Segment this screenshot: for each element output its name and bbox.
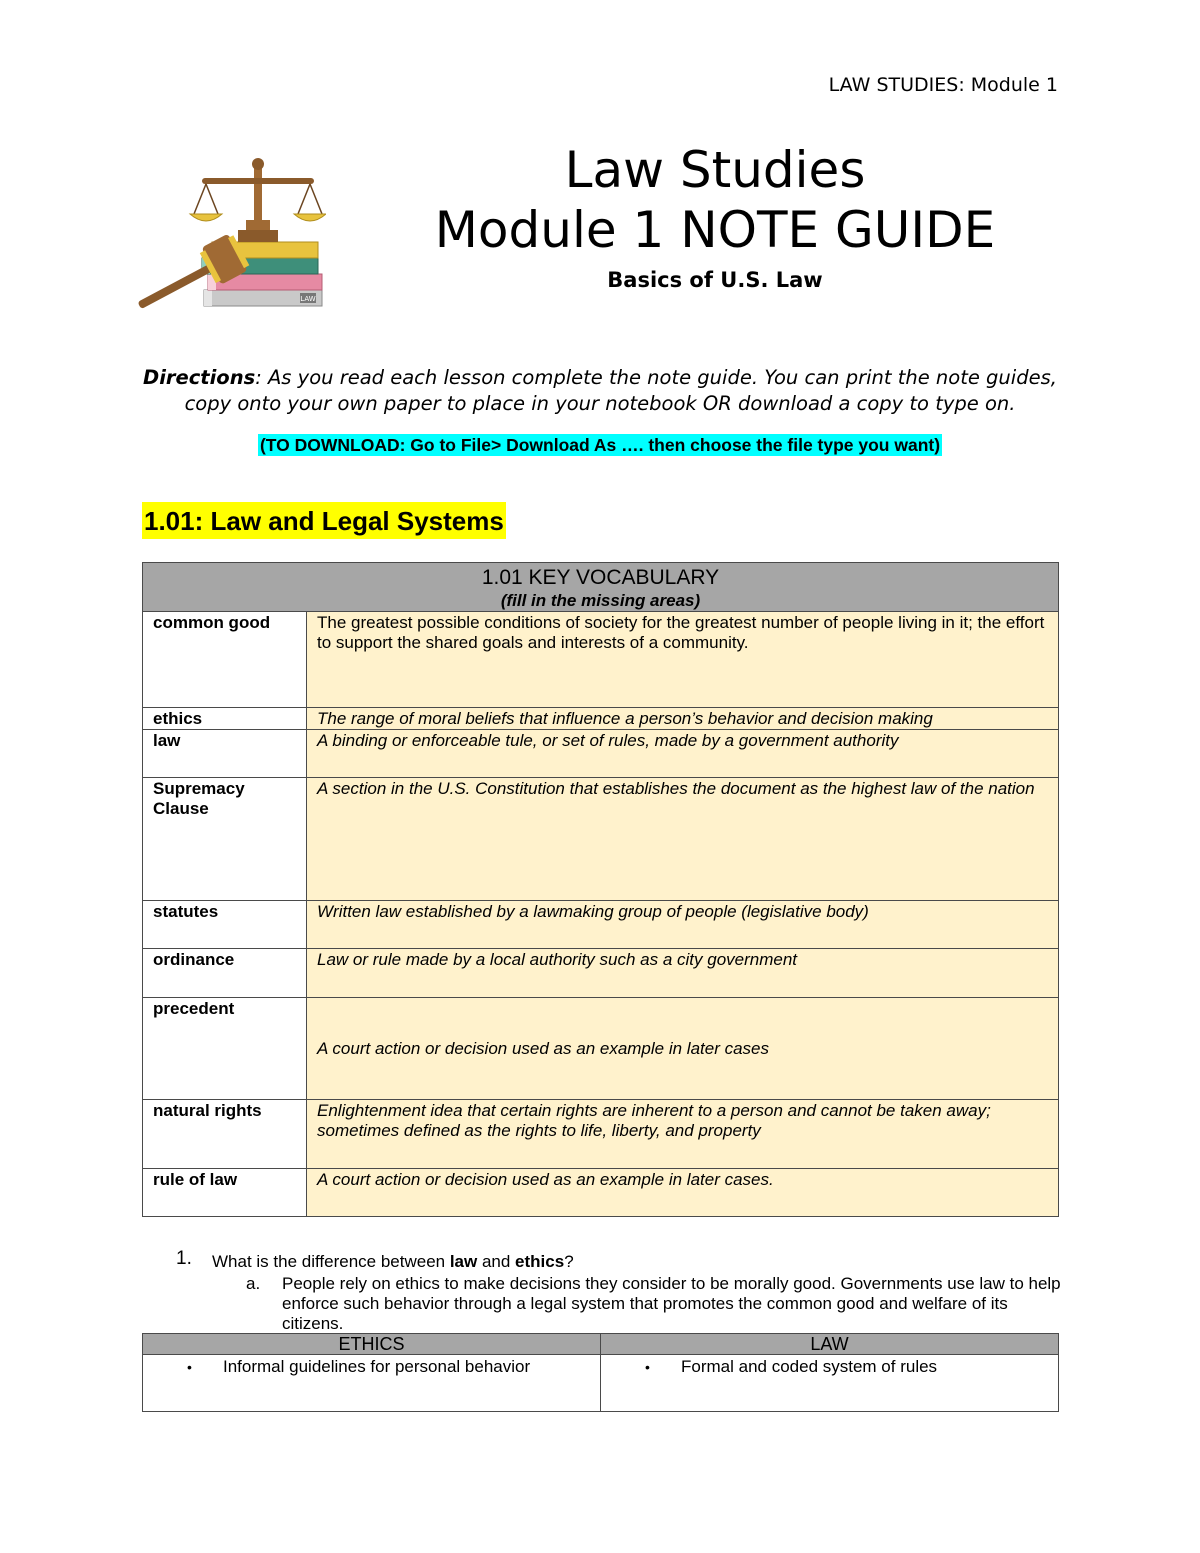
question-number: 1. — [176, 1248, 192, 1269]
table-row — [143, 1169, 1059, 1217]
vocabulary-table-header — [143, 563, 1059, 612]
ethics-law-table — [142, 1333, 1059, 1412]
vocab-term: Supremacy Clause — [143, 778, 307, 901]
vocab-term: law — [143, 730, 307, 778]
vocab-term: ethics — [143, 708, 307, 730]
vocab-term: ordinance — [143, 949, 307, 998]
vocab-definition[interactable]: Written law established by a lawmaking group of people (legislative body) — [307, 901, 1059, 949]
scales-gavel-books-icon — [126, 154, 326, 310]
vocab-definition[interactable] — [307, 998, 1059, 1100]
list-item — [601, 1357, 1058, 1377]
question-term-law: law — [449, 1252, 478, 1271]
directions-paragraph — [142, 365, 1058, 417]
table-row — [143, 998, 1059, 1100]
title-block — [330, 140, 1100, 292]
law-cell[interactable] — [601, 1355, 1059, 1412]
vocab-definition[interactable]: The range of moral beliefs that influence a person’s behavior and decision making — [307, 708, 1059, 730]
logo-book-label: LAW — [300, 295, 316, 303]
vocab-definition-text: A court action or decision used as an example in later cases — [317, 1039, 770, 1058]
vocabulary-table-subtitle: (fill in the missing areas) — [500, 591, 701, 610]
vocab-term: natural rights — [143, 1100, 307, 1169]
vocab-definition[interactable]: A court action or decision used as an example in later cases. — [307, 1169, 1059, 1217]
table-row — [143, 730, 1059, 778]
vocabulary-table — [142, 562, 1059, 1217]
question-term-ethics: ethics — [515, 1252, 565, 1271]
question-text-part: What is the difference between — [212, 1252, 450, 1271]
running-header: LAW STUDIES: Module 1 — [828, 74, 1058, 96]
download-note: (TO DOWNLOAD: Go to File> Download As …. then choose the file type you want) — [259, 435, 941, 455]
question-text-part: and — [477, 1252, 516, 1271]
bullet-icon: • — [187, 1359, 192, 1375]
ethics-law-row — [143, 1355, 1059, 1412]
vocab-term: rule of law — [143, 1169, 307, 1217]
bullet-icon: • — [645, 1359, 650, 1375]
document-title-line2: Module 1 NOTE GUIDE — [434, 201, 996, 259]
table-row — [143, 901, 1059, 949]
vocab-term: statutes — [143, 901, 307, 949]
vocab-term: common good — [143, 612, 307, 708]
table-row — [143, 612, 1059, 708]
document-title: Law Studies — [564, 141, 866, 199]
vocab-definition[interactable]: A binding or enforceable tule, or set of rules, made by a government authority — [307, 730, 1059, 778]
answer-text[interactable]: People rely on ethics to make decisions they consider to be morally good. Governments use law to help enforce such behavior through a legal system that promotes the common good and welfare of its citizens. — [282, 1274, 1061, 1333]
vocabulary-table-title: 1.01 KEY VOCABULARY — [481, 566, 720, 589]
download-instructions — [142, 435, 1058, 456]
question-text-part: ? — [564, 1252, 574, 1271]
vocab-term: precedent — [143, 998, 307, 1100]
table-row — [143, 708, 1059, 730]
vocab-definition[interactable]: The greatest possible conditions of society for the greatest number of people living in it; the effort to support the shared goals and interests of a community. — [307, 612, 1059, 708]
ethics-cell[interactable] — [143, 1355, 601, 1412]
vocabulary-header-cell — [143, 563, 1059, 612]
section-heading: 1.01: Law and Legal Systems — [142, 502, 506, 539]
ethics-law-header-row — [143, 1334, 1059, 1355]
table-row — [143, 1100, 1059, 1169]
law-item-text: Formal and coded system of rules — [681, 1357, 938, 1376]
question-text — [212, 1252, 574, 1272]
directions-label: Directions — [143, 366, 256, 389]
table-row — [143, 949, 1059, 998]
vocab-definition[interactable]: Enlightenment idea that certain rights are inherent to a person and cannot be taken away; sometimes defined as the rights to life, liberty, and property — [307, 1100, 1059, 1169]
directions-text: : As you read each lesson complete the note guide. You can print the note guides, copy onto your own paper to place in your notebook OR download a copy to type on. — [184, 366, 1057, 415]
document-subtitle: Basics of U.S. Law — [607, 268, 823, 292]
law-column-header: LAW — [601, 1334, 1059, 1355]
list-item — [143, 1357, 600, 1377]
vocab-definition[interactable]: A section in the U.S. Constitution that establishes the document as the highest law of the nation — [307, 778, 1059, 901]
table-row — [143, 778, 1059, 901]
answer-letter: a. — [246, 1274, 261, 1293]
ethics-item-text: Informal guidelines for personal behavior — [223, 1357, 531, 1376]
vocab-definition[interactable]: Law or rule made by a local authority such as a city government — [307, 949, 1059, 998]
ethics-column-header: ETHICS — [143, 1334, 601, 1355]
